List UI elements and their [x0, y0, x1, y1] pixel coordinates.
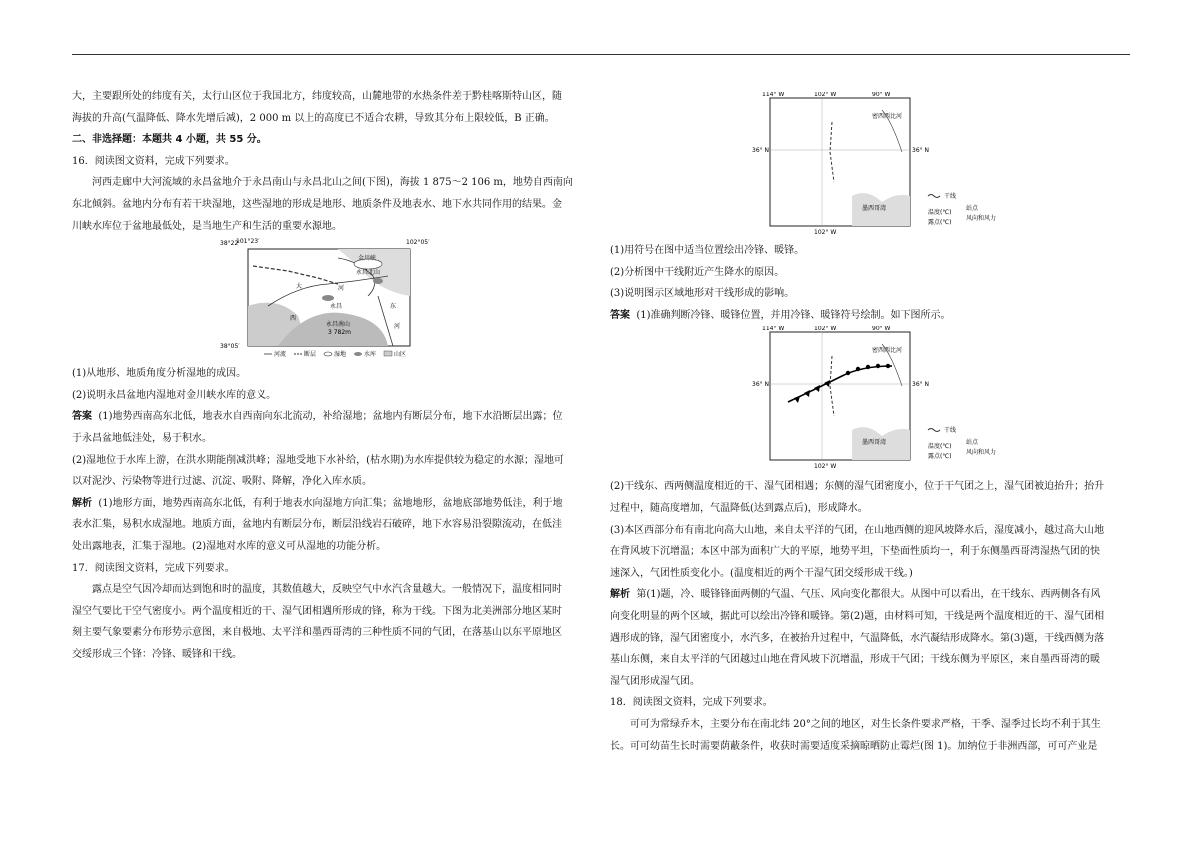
paragraph: 东北倾斜。盆地内分布有若干块湿地，这些湿地的形成是地形、地质条件及地表水、地下水共同作用的结果。金 — [72, 198, 562, 210]
map-label: 东 — [390, 303, 397, 310]
lat-label: 36° N — [912, 381, 930, 388]
paragraph: 川峡水库位于盆地最低处，是当地生产和生活的重要水源地。 — [72, 220, 342, 232]
map-label: 河 — [394, 323, 401, 330]
question-17-sub2: (2)分析图中干线附近产生降水的原因。 — [610, 266, 785, 278]
gulf-label: 墨西哥湾 — [862, 439, 887, 446]
question-17-sub1: (1)用符号在图中适当位置绘出冷锋、暖锋。 — [610, 245, 805, 256]
analysis-label: 解析 — [72, 497, 92, 509]
lon-label: 102° W — [814, 463, 837, 470]
header-rule — [72, 54, 1130, 55]
map-legend — [264, 350, 406, 358]
answer-text: (1)准确判断冷锋、暖锋位置，并用冷锋、暖锋符号绘制。如下图所示。 — [636, 309, 951, 321]
question-17-title: 17．阅读图文资料，完成下列要求。 — [72, 562, 235, 574]
map-label: 大 — [296, 283, 303, 290]
legend-dry-line: 干线 — [944, 193, 957, 200]
legend-item: 河流 — [274, 351, 287, 358]
answer-label: 答案 — [72, 411, 92, 423]
paragraph: 湿空气要比干空气密度小。两个温度相近的干、湿气团相遇所形成的锋，称为干线。下图为北美洲部分地区某时 — [72, 605, 562, 617]
question-18-title: 18．阅读图文资料，完成下列要求。 — [610, 697, 773, 709]
analysis-text: 处出露地表，汇集于湿地。(2)湿地对水库的意义可从湿地的功能分析。 — [72, 540, 387, 552]
right-column — [610, 240, 1130, 757]
yongchang-basin-map — [218, 236, 440, 360]
lon-label: 102° W — [814, 326, 837, 332]
section-heading: 二、非选择题：本题共 4 小题，共 55 分。 — [72, 134, 267, 146]
legend-dew: 露点(℃) — [928, 453, 952, 460]
answer-text: 以对泥沙、污染物等进行过滤、沉淀、吸附、降解，净化入库水质。 — [72, 476, 372, 488]
question-16-sub2: (2)说明永昌盆地内湿地对金川峡水库的意义。 — [72, 389, 277, 401]
map-label: 永昌北山 — [356, 269, 381, 276]
lat-label: 36° N — [752, 381, 770, 388]
paragraph: 大，主要跟所处的纬度有关，太行山区位于我国北方，纬度较高，山麓地带的水热条件差于黔桂喀斯特山区，随 — [72, 91, 562, 102]
legend-item: 水库 — [364, 351, 377, 358]
legend-station: 站点 — [966, 205, 979, 212]
lon-label: 90° W — [872, 92, 891, 98]
legend-station: 站点 — [966, 439, 979, 446]
paragraph: 河西走廊中大河流域的永昌盆地介于永昌南山与永昌北山之间(下图)，海拔 1 875～2 106 m，地势自西南向 — [92, 177, 573, 189]
answer-text: 于永昌盆地低洼处，易于积水。 — [72, 432, 212, 444]
lon-label: 114° W — [762, 92, 785, 98]
paragraph: 长。可可幼苗生长时需要荫蔽条件，收获时需要适度采摘晾晒防止霉烂(图 1)。加纳位于非洲西部，可可产业是 — [610, 740, 1098, 752]
paragraph: 刻主要气象要素分布形势示意图，来自极地、太平洋和墨西哥湾的三种性质不同的气团，在落基山以东平原地区 — [72, 627, 562, 639]
map-label: 河 — [338, 285, 345, 292]
legend-temp: 温度(℃) — [928, 443, 952, 450]
gulf-label: 墨西哥湾 — [862, 205, 887, 212]
analysis-label: 解析 — [610, 589, 630, 601]
answer-text: (2)湿地位于水库上游，在洪水期能削减洪峰；湿地受地下水补给，(枯水期)为水库提供较为稳定的水源；湿地可 — [72, 454, 564, 466]
weather-map-question — [752, 92, 1002, 238]
lon-left-label: 101°23′ — [236, 238, 260, 245]
paragraph: 交绥形成三个锋：冷锋、暖锋和干线。 — [72, 648, 242, 660]
legend-item: 山区 — [394, 351, 407, 358]
answer-text: 速深入，气团性质变化小。(温度相近的两个干湿气团交绥形成干线。) — [610, 567, 913, 579]
legend-wind: 风向和风力 — [966, 215, 997, 222]
lat-bottom-label: 38°05′ — [220, 343, 240, 350]
legend-temp: 温度(℃) — [928, 209, 952, 216]
map-label: 西 — [290, 315, 297, 322]
answer-text: (3)本区西部分布有南北向高大山地，来自太平洋的气团，在山地西侧的迎风坡降水后，湿度减小，越过高大山地 — [610, 524, 1105, 536]
weather-map-answer — [752, 326, 1002, 472]
map-label: 永昌 — [330, 303, 343, 310]
legend-dry-line: 干线 — [944, 427, 957, 434]
analysis-text: (1)地形方面，地势西南高东北低，有利于地表水向湿地方向汇集；盆地地形，盆地底部地势低洼，利于地 — [98, 497, 563, 509]
lon-label: 102° W — [814, 92, 837, 98]
question-16-title: 16．阅读图文资料，完成下列要求。 — [72, 155, 235, 167]
legend-dew: 露点(℃) — [928, 219, 952, 226]
lon-label: 90° W — [872, 326, 891, 332]
paragraph: 露点是空气因冷却而达到饱和时的温度，其数值越大，反映空气中水汽含量越大。一般情况下，温度相同时 — [92, 584, 562, 596]
question-16-sub1: (1)从地形、地质角度分析湿地的成因。 — [72, 368, 247, 380]
analysis-text: 第(1)题，冷、暖锋锋面两侧的气温、气压、风向变化都很大。从图中可以看出，在干线东、西两侧各有风 — [636, 589, 1101, 601]
river-label: 密西西比河 — [872, 113, 903, 120]
river-label: 密西西比河 — [872, 347, 903, 354]
lat-top-label: 38°22′ — [220, 240, 240, 247]
lat-label: 36° N — [752, 147, 770, 154]
answer-label: 答案 — [610, 309, 630, 321]
lat-label: 36° N — [912, 147, 930, 154]
analysis-text: 向变化明显的两个区域，据此可以绘出冷锋和暖锋。第(2)题，由材料可知，干线是两个温度相近的干、湿气团相 — [610, 610, 1105, 622]
paragraph: 可可为常绿乔木，主要分布在南北纬 20°之间的地区，对生长条件要求严格，干季、湿季过长均不利于其生 — [630, 718, 1101, 730]
analysis-text: 表水汇集，易积水成湿地。地质方面，盆地内有断层分布，断层沿线岩石破碎，地下水容易沿裂隙流动，在低洼 — [72, 519, 562, 531]
answer-text: (2)干线东、西两侧温度相近的干、湿气团相遇；东侧的湿气团密度小，位于干气团之上，湿气团被迫抬升；抬升 — [610, 481, 1105, 493]
left-column — [72, 86, 590, 665]
lon-right-label: 102°05′ — [406, 239, 430, 246]
paragraph: 海拔的升高(气温降低、降水先增后减)，2 000 m 以上的高度已不适合农耕，导致其分布上限较低，B 正确。 — [72, 112, 555, 124]
answer-text: (1)地势西南高东北低，地表水自西南向东北流动，补给湿地；盆地内有断层分布，地下水沿断层出露；位 — [98, 411, 563, 423]
lon-label: 114° W — [762, 326, 785, 332]
lon-label: 102° W — [814, 229, 837, 236]
legend-item: 湿地 — [334, 351, 347, 358]
question-17-sub3: (3)说明图示区域地形对干线形成的影响。 — [610, 288, 795, 300]
answer-text: 过程中，随高度增加，气温降低(达到露点后)，形成降水。 — [610, 502, 868, 514]
analysis-text: 遇形成的锋，湿气团密度小，水汽多，在被抬升过程中，气温降低，水汽凝结形成降水。第(3)题，干线西侧为落 — [610, 632, 1105, 644]
legend-wind: 风向和风力 — [966, 449, 997, 456]
legend-item: 断层 — [304, 351, 317, 358]
map-label: 金川峡 — [358, 255, 377, 262]
analysis-text: 湿气团形成湿气团。 — [610, 675, 700, 687]
answer-text: 在背风坡下沉增温；本区中部为面积广大的平原，地势平坦，下垫面性质均一，利于东侧墨西哥湾湿热气团的快 — [610, 546, 1100, 558]
analysis-text: 基山东侧，来自太平洋的气团越过山地在背风坡下沉增温，形成干气团；干线东侧为平原区，来自墨西哥湾的暖 — [610, 654, 1100, 666]
map-label: 永昌南山 — [326, 321, 351, 328]
map-label: 3 782m — [328, 329, 352, 336]
